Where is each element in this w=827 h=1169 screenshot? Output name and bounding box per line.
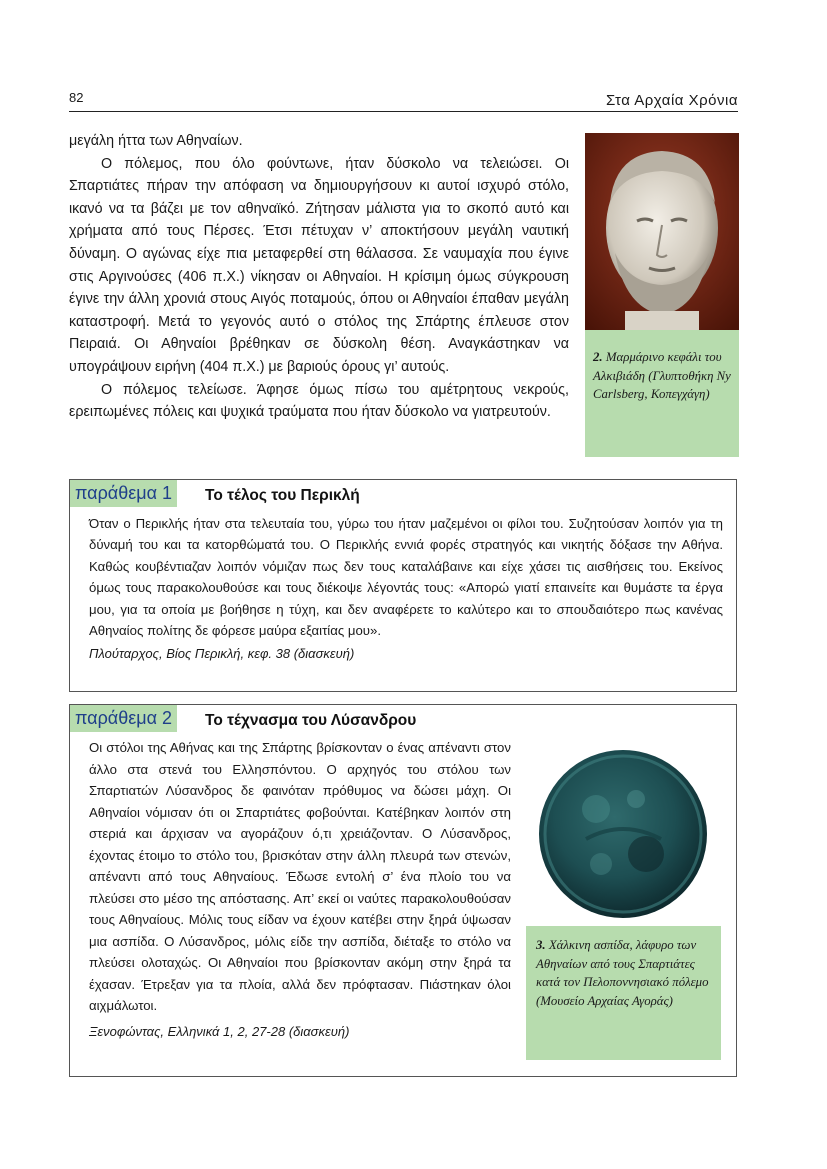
quote-box-1-title: Το τέλος του Περικλή [205, 487, 360, 504]
page-number: 82 [69, 90, 84, 105]
figure-3-caption-text: Χάλκινη ασπίδα, λάφυρο των Αθηναίων από τους Σπαρτιάτες κατά τον Πελοποννησιακό πόλεμο (Μουσείο Αρχαίας Αγοράς) [536, 938, 709, 1008]
paragraph: μεγάλη ήττα των Αθηναίων. [69, 133, 243, 149]
quote-box-1-text [89, 513, 723, 665]
bronze-shield-photo [526, 739, 721, 926]
quote-box-2-text [89, 737, 511, 1042]
figure-3-caption [526, 926, 721, 1060]
quote-box-2-label: παράθεμα 2 [70, 705, 177, 732]
paragraph: Ο πόλεμος, που όλο φούντωνε, ήταν δύσκολο να τελειώσει. Οι Σπαρτιάτες πήραν την απόφαση να δημιουργήσουν κι αυτοί ισχυρό στόλο, ικανό να τα βάζει με τον αθηναϊκό. Ζήτησαν μάλιστα για το σκοπό αυτό και χρήματα από τους Πέρσες. Έτσι πέτυχαν ν’ αποκτήσουν μεγάλη ναυτική δύναμη. Ο αγώνας είχε πια μεταφερθεί στη θάλασσα. Σε ναυμαχία που έγινε στις Αργινούσες (406 π.Χ.) νίκησαν οι Αθηναίοι. Η κρίσιμη όμως σύγκρουση έγινε την άλλη χρονιά στους Αιγός ποταμούς, όπου οι Αθηναίοι έπαθαν μεγάλη καταστροφή. Μετά το γεγονός αυτό ο στόλος της Σπάρτης έπλευσε στον Πειραιά. Οι Αθηναίοι βρέθηκαν σε δύσκολη θέση. Αναγκάστηκαν να υπογράψουν ειρήνη (404 π.Χ.) με βαριούς όρους γι’ αυτούς. [69, 155, 569, 375]
quote-box-2-body: Οι στόλοι της Αθήνας και της Σπάρτης βρίσκονταν ο ένας απέναντι στον άλλο στα στενά του Ελλησπόντου. Ο αρχηγός του στόλου των Σπαρτιατών Λύσανδρος δε φαινόταν πρόθυμος να δώσει μάχη. Οι Αθηναίοι νόμισαν ότι οι Σπαρτιάτες φοβούνται. Κατέβηκαν λοιπόν στη στεριά και άρχισαν να αγοράζουν ό,τι χρειάζονταν. Ο Λύσανδρος, έχοντας έτοιμο το στόλο του, βρισκόταν στην άλλη πλευρά των στενών, απέναντι από τους Αθηναίους. Έδωσε εντολή σ’ ένα πλοίο του να πλεύσει στο μέσο της απόστασης. Απ’ εκεί οι ναύτες παρακολουθούσαν τους Αθηναίους. Μόλις τους είδαν να έχουν κατέβει στην ξηρά ύψωσαν μια ασπίδα. Ο Λύσανδρος, μόλις είδε την ασπίδα, διέταξε το στόλο να πλεύσει ολοταχώς. Οι Αθηναίοι που βρίσκονταν ακόμη στην ξηρά τα έχασαν. Έτρεξαν για τα πλοία, αλλά δεν πρόφτασαν. Πιάστηκαν όλοι αιχμάλωτοι. [89, 740, 511, 1013]
marble-head-illustration [585, 133, 739, 330]
quote-box-2-source: Ξενοφώντας, Ελληνικά 1, 2, 27-28 (διασκευή) [89, 1023, 350, 1039]
figure-2-caption-text: Μαρμάρινο κεφάλι του Αλκιβιάδη (Γλυπτοθήκη Ny Carlsberg, Κοπεγχάγη) [593, 350, 731, 401]
figure-2-number: 2. [593, 350, 603, 364]
figure-3-number: 3. [536, 938, 546, 952]
running-head: Στα Αρχαία Χρόνια [605, 92, 738, 109]
quote-box-1-label: παράθεμα 1 [70, 480, 177, 507]
bronze-shield-illustration [526, 739, 721, 926]
paragraph: Ο πόλεμος τελείωσε. Άφησε όμως πίσω του αμέτρητους νεκρούς, ερειπωμένες πόλεις και ψυχικά τραύματα που ήταν δύσκολο να γιατρευτούν. [69, 381, 569, 421]
quote-box-2-title: Το τέχνασμα του Λύσανδρου [205, 712, 417, 729]
figure-2-caption [585, 330, 739, 457]
quote-box-1-source: Πλούταρχος, Βίος Περικλή, κεφ. 38 (διασκευή) [89, 646, 355, 662]
quote-box-1-body: Όταν ο Περικλής ήταν στα τελευταία του, γύρω του ήταν μαζεμένοι οι φίλοι του. Συζητούσαν λοιπόν για τη δύναμή του και τα κατορθώματά του. Ο Περικλής εννιά φορές στρατηγός και νικητής δόξασε την Αθήνα. Καθώς κουβέντιαζαν λοιπόν νόμιζαν πως δεν τους καταλάβαινε και είχε χάσει τις αισθήσεις του. Εκείνος όμως τους παρακολουθούσε και τους διέκοψε λέγοντάς τους: «Απορώ γιατί επαινείτε και θυμάστε τα έργα μου, για τα οποία με βοήθησε η τύχη, και δεν αναφέρετε το καλύτερο και το σπουδαιότερο πως κανένας Αθηναίος πολίτης δε φόρεσε μαύρα εξαιτίας μου». [89, 516, 723, 639]
header-rule [69, 111, 738, 112]
marble-head-photo [585, 133, 739, 330]
main-text [69, 130, 569, 424]
